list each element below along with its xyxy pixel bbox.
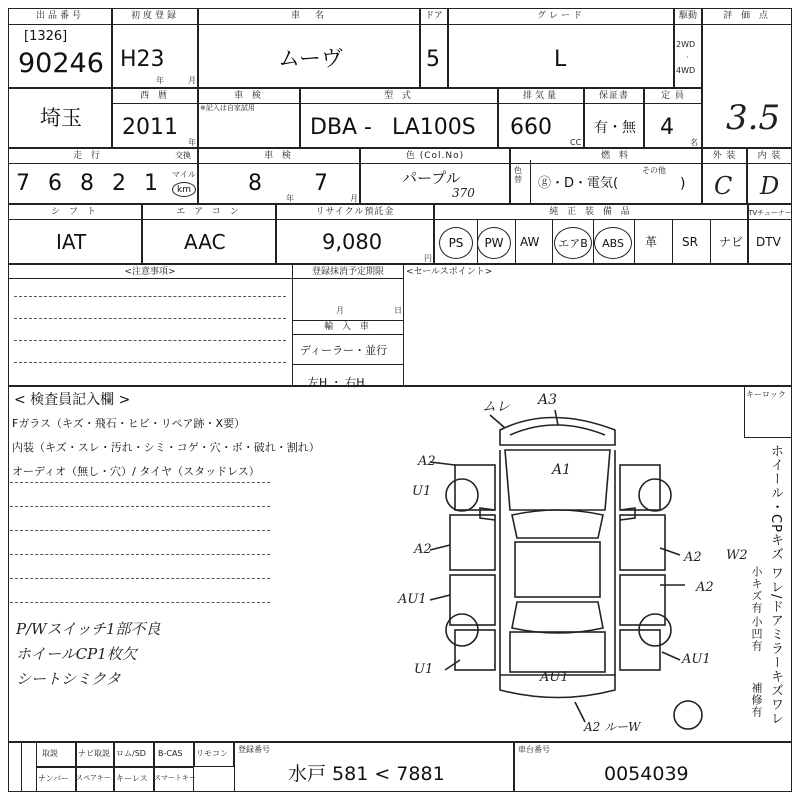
insp-year: 8 [248,171,262,196]
expire-month: 月 [336,306,344,315]
fuel-label: 燃 料 [601,151,631,161]
insp-month: 7 [314,171,328,196]
model-code: LA100S [392,115,476,140]
footer-keyless-label: キーレス [116,774,148,783]
mileage-digit-4: 2 [112,171,126,196]
first-reg-label: 初度登録 [130,11,179,21]
recycle-value: 9,080 [322,230,383,254]
mark-top-2: A3 [538,392,558,408]
chassis-value: 0054039 [604,763,689,785]
footer-navi-manual-label: ナビ取説 [78,749,110,758]
handwritten-note-3: シートシミクタ [16,670,121,688]
diagram-wheel-rf [639,479,671,511]
diagram-wheel-lf [446,479,478,511]
diagram-right-rear-door [620,575,665,625]
inspector-rule-2 [10,506,270,507]
diagram-body-sides [500,450,615,675]
car-damage-diagram [400,390,740,740]
mark-right-1: A2 [684,550,702,565]
equip-div-4 [593,220,594,264]
shift-label: シ フ ト [51,207,99,217]
footer-remote-label: リモコン [196,749,228,758]
tv-value: DTV [756,235,781,249]
inspector-line-1: Fガラス（キズ・飛石・ヒビ・リペア跡・X要） [12,417,246,430]
model-dash: - [364,115,372,140]
mark-right-3: A2 [696,580,714,595]
fuel-divider [530,160,531,204]
inspection-label: 車 検 [234,91,264,101]
color-label: 色 (Col.No) [405,151,465,161]
diagram-front-arc [510,425,605,435]
aircon-label: エ ア コ ン [176,207,242,217]
prefecture-value: 埼玉 [40,106,82,130]
footer-smart-key-label: スマートキー [154,774,196,782]
aircon-value: AAC [184,230,226,254]
equip-div-1 [477,220,478,264]
caution-header-line [8,278,292,279]
mileage-digit-3: 8 [80,171,94,196]
leader-left-2 [430,545,450,550]
recycle-yen: 円 [424,254,432,263]
reg-no-value: 水戸 581 < 7881 [288,763,445,785]
equip-sr: SR [682,235,698,249]
expire-header-line [292,278,404,279]
door-value: 5 [426,47,440,72]
rating-label: 評 価 点 [723,11,771,21]
row2-header-line [112,103,702,104]
exterior-grade: C [714,172,733,200]
diagram-windshield [512,510,603,538]
color-code: 370 [452,186,475,200]
leader-left-3 [430,595,450,600]
mileage-mile: マイル [172,170,196,179]
mark-left-1: A2 [418,454,436,469]
mileage-digit-2: 6 [48,171,62,196]
lot-bracket: [1326] [24,29,68,44]
caution-rule-2 [14,318,286,319]
mark-left-3: A2 [414,542,432,557]
insp-month-unit: 月 [350,194,358,203]
inspector-rule-5 [10,578,270,579]
capacity-label: 定 員 [661,91,685,101]
footer-rom-label: ロム/SD [116,749,146,758]
lot-label: 出品番号 [35,11,84,21]
caution-rule-4 [14,362,286,363]
inspector-title: < 検査員記入欄 > [14,392,131,408]
mark-left-5: U1 [414,662,434,677]
mark-roof: A1 [552,462,572,478]
sales-point-label: <セールスポイント> [406,267,493,277]
mileage-digit-1: 7 [16,171,30,196]
leader-left-4 [445,660,460,670]
grade-label: グレード [536,11,585,21]
first-reg-value: H23 [120,47,165,72]
drive-label: 駆動 [678,11,697,21]
first-reg-year-unit: 年 [156,76,164,85]
leader-right-3 [662,652,680,660]
equip-pw: PW [477,227,511,259]
model-label: 型 式 [384,91,414,101]
capacity-unit: 名 [690,138,698,147]
door-label: ドア [425,11,443,21]
displacement-unit: CC [570,138,582,147]
expire-label: 登録抹消予定期限 [311,267,384,277]
handwritten-note-1: P/Wスイッチ1部不良 [16,620,161,638]
inspector-rule-3 [10,530,270,531]
row3-header-line [8,163,792,164]
side-note-repaired: 補修有 [750,682,763,718]
record-book-label: 保証書 [598,91,629,101]
footer-number-label: ナンバー [38,774,70,783]
handle-top-line [292,364,404,365]
equipment-label: 純 正 装 備 品 [549,207,633,217]
meter-label: 交換 [175,151,191,160]
interior-grade: D [760,172,780,200]
grade-value: L [554,47,567,72]
caution-rule-1 [14,296,286,297]
mark-center: AU1 [540,670,569,685]
diagram-roof [515,542,600,597]
inspector-line-3: オーディオ（無し・穴）/ タイヤ（スタッドレス） [12,465,260,478]
color-value: パープル [402,169,461,187]
color-side-label: 色替 [514,166,522,184]
inspection-note: ※記入は自家試用 [200,104,255,112]
car-name-value: ムーヴ [278,47,343,72]
drive-2wd: 2WD [676,40,696,49]
equip-abs: ABS [594,227,632,259]
exterior-label: 外 装 [712,151,737,161]
mark-right-2: W2 [726,548,748,563]
diagram-rear-window [512,602,603,633]
keylock-label: キーロック [746,390,786,399]
year-value: 2011 [122,115,178,140]
mark-right-4: AU1 [682,652,711,667]
mark-top-1: ムレ [482,399,510,415]
import-top-line [292,320,404,321]
diagram-right-front-door [620,515,665,570]
first-reg-month-unit: 月 [188,76,196,85]
fuel-close: ) [680,176,686,192]
equip-leather: 革 [645,235,658,249]
reg-no-label: 登録番号 [238,745,270,754]
year-unit: 年 [188,138,196,147]
import-label: 輸 入 車 [324,322,372,332]
mileage-digit-5: 1 [144,171,158,196]
drive-dot: · [686,53,689,62]
recycle-label: リサイクル預託金 [315,207,395,217]
footer-spare-key-label: スペアキー [76,774,111,782]
side-note-small-dent: 小凹有 [750,616,763,652]
shift-value: IAT [56,230,87,254]
side-vertical-text: ホイール・CPキズ ワレ/ドアミラーキズワレ [768,444,783,726]
rating-header-line [702,24,792,25]
side-note-small-scratch: 小キズ有 [750,566,763,614]
insp-expiry-label: 車 検 [264,151,294,161]
import-value: ディーラー・並行 [300,344,388,357]
equip-aw: AW [520,235,540,249]
record-book-value: 有・無 [594,120,636,136]
footer-edge [8,742,22,792]
row4-header-line [8,219,792,220]
handle-value: 左H ・ 右H [308,376,365,389]
insp-year-unit: 年 [286,194,294,203]
expire-day: 日 [394,306,402,315]
interior-label: 内 装 [757,151,782,161]
diagram-hood [505,450,610,510]
inspector-line-2: 内装（キズ・スレ・汚れ・シミ・コゲ・穴・ボ・破れ・割れ） [12,441,320,454]
equip-div-2 [515,220,516,264]
mark-left-2: U1 [412,484,432,499]
equip-airbag: エアB [554,227,592,259]
diagram-spare-wheel [674,701,702,729]
lot-number: 90246 [18,48,104,79]
equip-div-6 [672,220,673,264]
mark-bottom: A2 ルーW [584,720,641,734]
inspector-rule-1 [10,482,270,483]
rating-score: 3.5 [726,98,781,138]
diagram-left-quarter [455,630,495,670]
diagram-trunk [510,632,605,672]
mileage-label: 走 行 [73,151,103,161]
caution-rule-3 [14,340,286,341]
equip-ps: PS [439,227,473,259]
car-name-label: 車 名 [290,11,327,21]
footer-manual-label: 取説 [42,749,58,758]
leader-top-left [490,415,505,428]
displacement-label: 排気量 [522,91,559,101]
fuel-options: ⓖ・D・電気( [538,176,619,191]
displacement-value: 660 [510,115,552,140]
mileage-km-circled: km [172,182,196,197]
caution-label: <注意事項> [124,267,176,277]
chassis-label: 車台番号 [518,745,550,754]
footer-bcas-label: B-CAS [158,749,183,758]
model-prefix: DBA [310,115,358,140]
equip-div-5 [634,220,635,264]
leader-right-1 [660,548,680,555]
handwritten-note-2: ホイールCP1枚欠 [16,645,137,663]
fuel-other: その他 [642,166,666,175]
mark-left-4: AU1 [398,592,427,607]
inspector-rule-4 [10,554,270,555]
equip-navi: ナビ [719,235,744,249]
import-header-line [292,334,404,335]
diagram-left-front-door [450,515,495,570]
inspector-rule-6 [10,602,270,603]
row1-header-line [8,24,702,25]
tv-label: TVチューナー [748,209,792,217]
capacity-value: 4 [660,115,674,140]
west-year-label: 西 暦 [140,91,170,101]
drive-4wd: 4WD [676,66,696,75]
equip-div-3 [552,220,553,264]
equip-div-7 [710,220,711,264]
